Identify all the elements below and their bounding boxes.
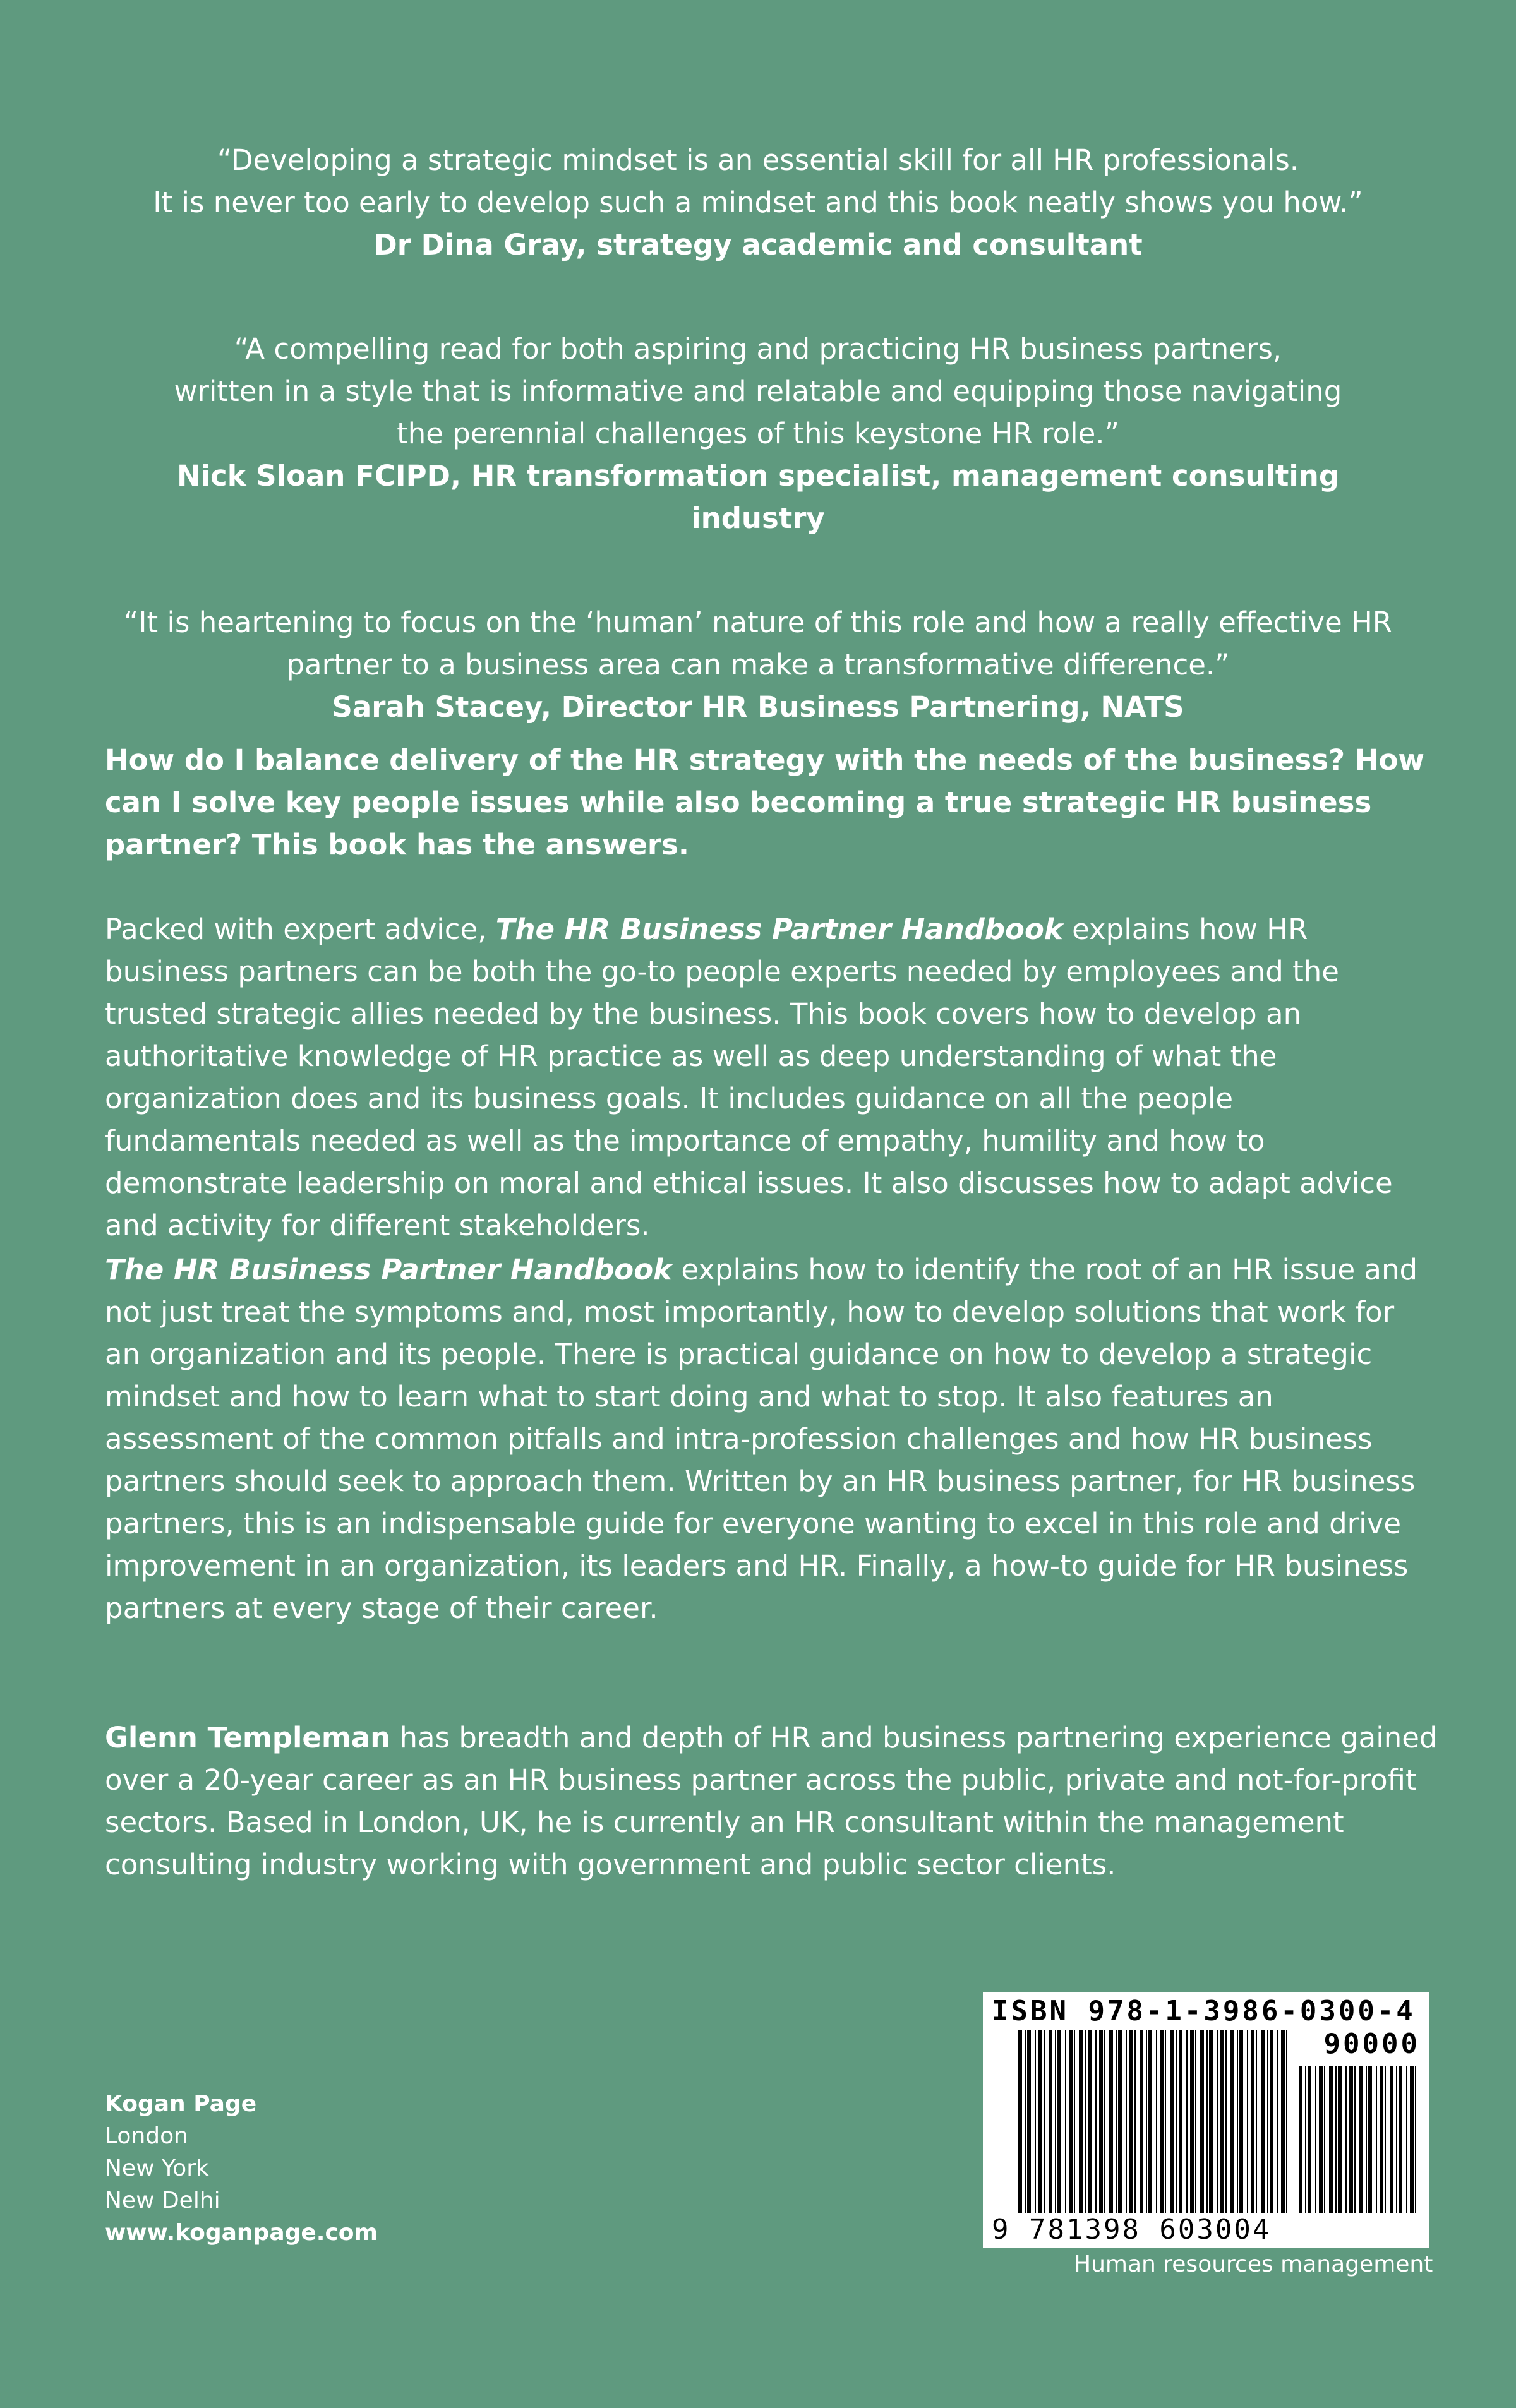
barcode-bar [1156, 2030, 1157, 2213]
barcode-bar [1186, 2030, 1188, 2213]
barcode-bar [1134, 2030, 1136, 2213]
barcode-bar [1239, 2030, 1243, 2213]
barcode-bar [1148, 2030, 1152, 2213]
barcode-bar [1217, 2030, 1218, 2213]
barcode-bar [1179, 2030, 1182, 2213]
barcode-bar [1074, 2030, 1075, 2213]
quote-attribution: Sarah Stacey, Director HR Business Partnering, NATS [332, 690, 1184, 724]
publisher-city: London [105, 2123, 188, 2149]
quote-text: “It is heartening to focus on the ‘human’ nature of this role and how a really effective HR partner to a business area can make a transformative difference.” [123, 606, 1393, 681]
author-name: Glenn Templeman [105, 1721, 391, 1754]
barcode-bar [1286, 2030, 1287, 2213]
barcode-bar [1329, 2066, 1333, 2213]
author-bio [105, 1716, 1438, 1886]
barcode-bar [1018, 2030, 1022, 2213]
barcode-bar [1049, 2030, 1052, 2213]
barcode-bar [1027, 2030, 1031, 2213]
endorsements [0, 139, 1516, 790]
barcode-bar [1380, 2066, 1383, 2213]
barcode-bar [1200, 2030, 1204, 2213]
publisher-info [105, 2088, 378, 2249]
barcode-bar [1385, 2066, 1386, 2213]
ean-digits: 9 781398 603004 [992, 2213, 1272, 2246]
barcode-bar [1390, 2066, 1393, 2213]
barcode-bar [1256, 2030, 1257, 2213]
barcode-bar [1368, 2066, 1372, 2213]
barcode-bar [1206, 2030, 1208, 2213]
barcode-bar [1160, 2030, 1164, 2213]
isbn-label: ISBN 978-1-3986-0300-4 [992, 1995, 1416, 2027]
endorsement-2 [107, 328, 1409, 539]
barcode-bar [1376, 2066, 1377, 2213]
barcode-bar [1345, 2066, 1347, 2213]
barcode-bar [1095, 2030, 1097, 2213]
publisher-city: New York [105, 2155, 209, 2181]
barcode-bar [1057, 2030, 1061, 2213]
barcode-bar [1366, 2066, 1367, 2213]
barcode-bar [1146, 2030, 1147, 2213]
barcode-bar [1220, 2030, 1224, 2213]
description-paragraph-1 [105, 908, 1438, 1247]
barcode-bar [1126, 2030, 1127, 2213]
barcode-bar [1261, 2030, 1265, 2213]
barcode-bar [1359, 2066, 1363, 2213]
barcode-bar [1116, 2030, 1117, 2213]
barcode-bar [1129, 2030, 1133, 2213]
barcode-bar [1088, 2030, 1092, 2213]
barcode-bar [1335, 2066, 1337, 2213]
barcode-bar [1165, 2030, 1166, 2213]
barcode-bar [1267, 2030, 1268, 2213]
barcode-main-bars [1018, 2030, 1290, 2213]
barcode-bar [1065, 2030, 1066, 2213]
barcode-bar [1035, 2030, 1036, 2213]
barcode-bar [1109, 2030, 1113, 2213]
barcode-bar [1251, 2030, 1254, 2213]
barcode-bar [1044, 2030, 1045, 2213]
barcode-bar [1038, 2030, 1042, 2213]
barcode-bar [1079, 2030, 1083, 2213]
book-title: The HR Business Partner Handbook [495, 913, 1063, 946]
barcode-bar [1055, 2030, 1056, 2213]
barcode-bar [1025, 2030, 1026, 2213]
barcode-bar [1230, 2030, 1234, 2213]
price-addon-label: 90000 [1323, 2028, 1420, 2060]
barcode-bar [1190, 2030, 1194, 2213]
barcode-bar [1396, 2066, 1397, 2213]
barcode-bar [1308, 2066, 1311, 2213]
barcode-bar [1277, 2030, 1278, 2213]
barcode-bar [1118, 2030, 1122, 2213]
endorsement-3 [107, 601, 1409, 728]
text-span: explains how HR business partners can be both the go-to people experts needed by employees and the trusted strategic allies needed by the business. This book covers how to develop an authoritative knowledge of HR practice as well as deep understanding of what the organization does and its business goals. It includes guidance on all the people fundamentals needed as well as the importance of empathy, humility and how to demonstrate leadership on moral and ethical issues. It also discusses how to adapt advice and activity for different stakeholders. [105, 913, 1393, 1242]
intro-blurb: How do I balance delivery of the HR strategy with the needs of the business? How can I solve key people issues while also becoming a true strategic HR business partner? This book has the answers. [105, 743, 1424, 861]
text-span: explains how to identify the root of an HR issue and not just treat the symptoms and, most importantly, how to develop solutions that work for an organization and its people. There is practical guidance on how to develop a strategic mindset and how to learn what to start doing and what to stop. It also features an assessment of the common pitfalls and intra-profession challenges and how HR business partners should seek to approach them. Written by an HR business partner, for HR business partners, this is an indispensable guide for everyone wanting to excel in this role and drive improvement in an organization, its leaders and HR. Finally, a how-to guide for HR business partners at every stage of their career. [105, 1253, 1418, 1625]
isbn-barcode [983, 1992, 1429, 2248]
barcode-bar [1305, 2066, 1306, 2213]
barcode-bar [1170, 2030, 1174, 2213]
barcode-bar [1104, 2030, 1105, 2213]
barcode-bar [1247, 2030, 1248, 2213]
barcode-bar [1399, 2066, 1402, 2213]
barcode-bar [1338, 2066, 1342, 2213]
barcode-bar [1195, 2030, 1196, 2213]
barcode-bar [1319, 2066, 1323, 2213]
barcode-bar [1209, 2030, 1213, 2213]
author-bio-text: has breadth and depth of HR and business partnering experience gained over a 20-year career as an HR business partner across the public, private and not-for-profit sectors. Based in London, UK, he is currently an HR consultant within the management consulting industry working with government and public sector clients. [105, 1721, 1438, 1881]
quote-text: “A compelling read for both aspiring and practicing HR business partners, written in a style that is informative and relatable and equipping those navigating the perennial challenges of this keystone HR role.” [174, 332, 1342, 450]
book-title: The HR Business Partner Handbook [105, 1253, 673, 1286]
subject-category: Human resources management [1074, 2251, 1433, 2277]
publisher-url[interactable]: www.koganpage.com [105, 2220, 378, 2246]
barcode-bar [1415, 2066, 1416, 2213]
barcode-bar [1299, 2066, 1302, 2213]
barcode-bar [1406, 2066, 1407, 2213]
text-span: Packed with expert advice, [105, 913, 496, 946]
barcode-bar [1349, 2066, 1353, 2213]
barcode-bar [1270, 2030, 1273, 2213]
barcode-bar [1099, 2030, 1103, 2213]
barcode-bar [1176, 2030, 1177, 2213]
quote-attribution: Dr Dina Gray, strategy academic and consultant [373, 228, 1143, 261]
barcode-bar [1354, 2066, 1356, 2213]
quote-attribution: Nick Sloan FCIPD, HR transformation specialist, management consulting industry [176, 459, 1340, 535]
barcode-bar [1410, 2066, 1414, 2213]
publisher-city: New Delhi [105, 2188, 220, 2213]
barcode-bar [1315, 2066, 1316, 2213]
barcode-addon-bars [1299, 2066, 1419, 2213]
description-paragraph-2 [105, 1249, 1438, 1629]
barcode-bar [1225, 2030, 1227, 2213]
barcode-bar [1237, 2030, 1238, 2213]
publisher-name: Kogan Page [105, 2091, 257, 2117]
barcode-bar [1140, 2030, 1143, 2213]
endorsement-1 [107, 139, 1409, 266]
barcode-bar [1085, 2030, 1086, 2213]
barcode-bar [1069, 2030, 1073, 2213]
quote-text: “Developing a strategic mindset is an essential skill for all HR professionals. It is never too early to develop such a mindset and this book neatly shows you how.” [153, 143, 1363, 219]
barcode-bar [1324, 2066, 1325, 2213]
barcode-bar [1281, 2030, 1285, 2213]
